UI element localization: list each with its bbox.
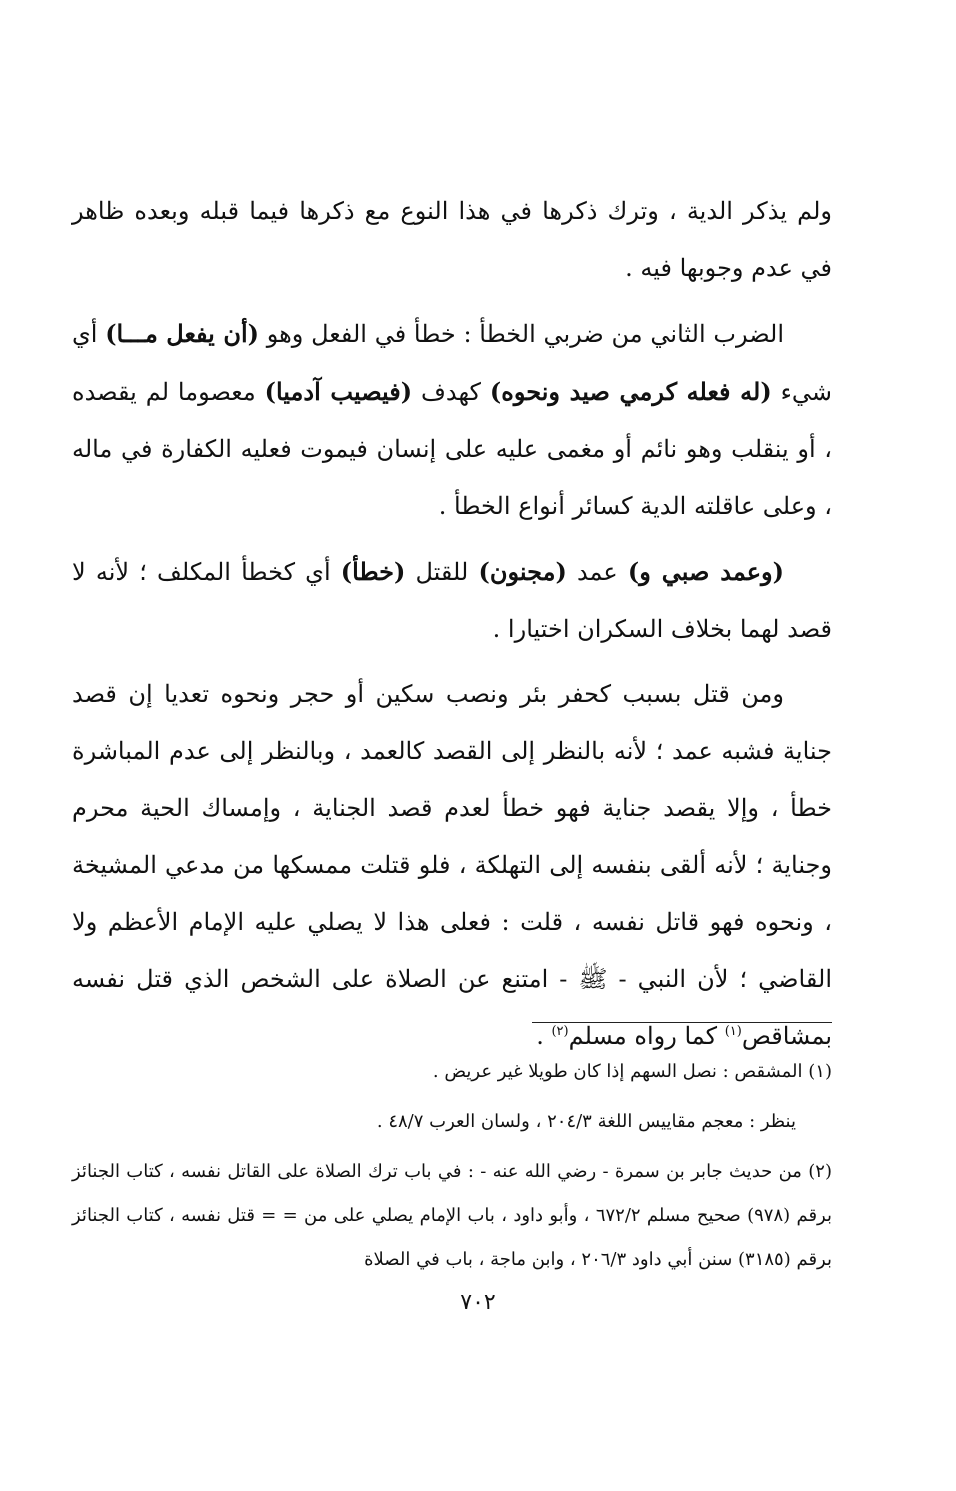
footnotes [72, 1050, 832, 1288]
footnote-2 [72, 1150, 832, 1282]
page-number: ٧٠٢ [460, 1290, 496, 1315]
paragraph-3-bold-3: (خطأ) [340, 557, 406, 586]
paragraph-2-text-2: أي شيء [72, 320, 832, 406]
paragraph-4-text-2: كما رواه مسلم [568, 1022, 725, 1050]
footnote-2-text: (٢) من حديث جابر بن سمرة - رضي الله عنه - : في باب ترك الصلاة على القاتل نفسه ، كتاب الجنائز برقم (٩٧٨) صحيح مسلم ٦٧٢/٢ ، وأبو داود ، باب الإمام يصلي على من = = قتل نفسه ، كتاب الجنائز برقم (٣١٨٥) سنن أبي داود ٢٠٦/٣ ، وابن ماجة ، باب في الصلاة [72, 1161, 833, 1270]
paragraph-2-bold-1: (أن يفعل مـــا) [105, 319, 259, 348]
paragraph-4-text-1: ومن قتل بسبب كحفر بئر ونصب سكين أو حجر ونحوه تعديا إن قصد جناية فشبه عمد ؛ لأنه بالنظر إلى القصد كالعمد ، وبالنظر إلى عدم المباشرة خطأ ، وإلا يقصد جناية فهو خطأ لعدم قصد الجناية ، وإمساك الحية محرم وجناية ؛ لأنه ألقى بنفسه إلى التهلكة ، فلو قتلت ممسكها من مدعي المشيخة ، ونحوه فهو قاتل نفسه ، قلت : فعلى هذا لا يصلي عليه الإمام الأعظم ولا القاضي ؛ لأن النبي - ﷺ - امتنع عن الصلاة على الشخص الذي قتل نفسه بمشاقص [72, 680, 832, 1050]
footnote-ref-1[interactable]: (١) [724, 1024, 742, 1039]
paragraph-3-text-1: عمد [566, 558, 628, 586]
paragraph-4 [72, 666, 832, 1065]
paragraph-3-text-3: أي كخطأ المكلف ؛ لأنه لا قصد لهما بخلاف السكران اختيارا . [72, 558, 832, 643]
footnote-1 [72, 1050, 832, 1094]
paragraph-3-bold-1: (وعمد صبي و) [627, 557, 785, 586]
paragraph-3-bold-2: (مجنون) [478, 557, 567, 586]
paragraph-3 [72, 543, 832, 658]
footnote-ref-2[interactable]: (٢) [551, 1024, 569, 1039]
paragraph-4-text-3: . [536, 1022, 552, 1050]
paragraph-2-bold-3: (فيصيب آدميا) [264, 377, 413, 406]
paragraph-2-text-3: كهدف [412, 378, 490, 406]
footnote-1-reference-text: ينظر : معجم مقاييس اللغة ٢٠٤/٣ ، ولسان العرب ٤٨/٧ . [376, 1111, 796, 1132]
footnote-1-text: (١) المشقص : نصل السهم إذا كان طويلا غير عريض . [432, 1061, 832, 1082]
paragraph-2 [72, 305, 832, 535]
footnote-1-reference [72, 1100, 832, 1144]
main-text [72, 183, 832, 1073]
paragraph-2-text-4: معصوما لم يقصده ، أو ينقلب وهو نائم أو مغمى عليه على إنسان فيموت فعليه الكفارة في ماله ، وعلى عاقلته الدية كسائر أنواع الخطأ . [72, 378, 832, 520]
footnote-divider [532, 1022, 832, 1023]
paragraph-1 [72, 183, 832, 297]
paragraph-2-bold-2: (له فعله كرمي صيد ونحوه) [489, 377, 772, 406]
paragraph-1-text: ولم يذكر الدية ، وترك ذكرها في هذا النوع مع ذكرها فيما قبله وبعده ظاهر في عدم وجوبها فيه . [72, 197, 832, 282]
paragraph-2-text-1: الضرب الثاني من ضربي الخطأ : خطأ في الفعل وهو [258, 320, 784, 348]
paragraph-3-text-2: للقتل [405, 558, 479, 586]
